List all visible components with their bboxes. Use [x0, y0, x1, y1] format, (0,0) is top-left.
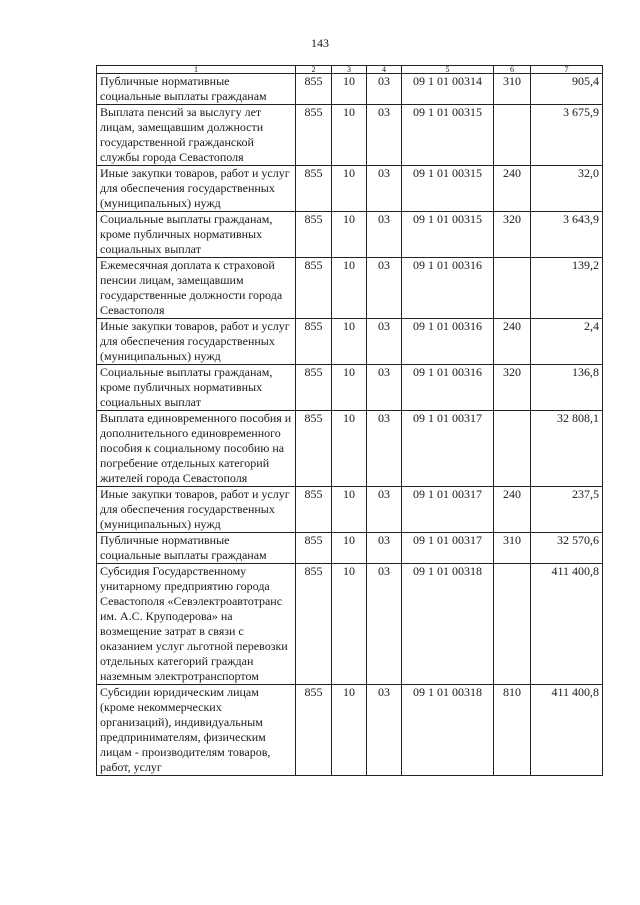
cell-target-article: 09 1 01 00315	[402, 212, 494, 258]
cell-target-article: 09 1 01 00315	[402, 166, 494, 212]
cell-expense-type	[494, 105, 531, 166]
row-name: Выплата единовременного пособия и дополнительного единовременного пособия к социальному пособию на погребение отдельных категорий жителей города Севастополя	[97, 411, 296, 487]
row-name: Ежемесячная доплата к страховой пенсии лицам, замещавшим государственные должности города Севастополя	[97, 258, 296, 319]
table-row	[97, 685, 603, 776]
row-name: Публичные нормативные социальные выплаты гражданам	[97, 533, 296, 564]
cell-amount: 411 400,8	[531, 685, 603, 776]
row-name: Выплата пенсий за выслугу лет лицам, замещавшим должности государственной гражданской службы города Севастополя	[97, 105, 296, 166]
cell-amount: 411 400,8	[531, 564, 603, 685]
cell-target-article: 09 1 01 00315	[402, 105, 494, 166]
cell-section: 10	[332, 411, 367, 487]
budget-table	[96, 65, 603, 776]
table-row	[97, 365, 603, 411]
cell-subsection: 03	[367, 105, 402, 166]
row-name: Субсидия Государственному унитарному предприятию города Севастополя «Севэлектроавтотранс им. А.С. Круподерова» на возмещение затрат в связи с оказанием услуг льготной перевозки отдельных категорий граждан наземным электротранспортом	[97, 564, 296, 685]
cell-grbs: 855	[296, 365, 332, 411]
table-row	[97, 74, 603, 105]
cell-section: 10	[332, 258, 367, 319]
cell-section: 10	[332, 564, 367, 685]
cell-target-article: 09 1 01 00316	[402, 365, 494, 411]
cell-subsection: 03	[367, 564, 402, 685]
cell-expense-type	[494, 564, 531, 685]
column-number: 3	[332, 66, 367, 74]
table-row	[97, 564, 603, 685]
cell-grbs: 855	[296, 105, 332, 166]
table-row	[97, 411, 603, 487]
row-name: Субсидии юридическим лицам (кроме некоммерческих организаций), индивидуальным предпринимателям, физическим лицам - производителям товаров, работ, услуг	[97, 685, 296, 776]
cell-subsection: 03	[367, 212, 402, 258]
table-row	[97, 319, 603, 365]
cell-section: 10	[332, 533, 367, 564]
cell-expense-type: 320	[494, 212, 531, 258]
cell-section: 10	[332, 166, 367, 212]
cell-grbs: 855	[296, 685, 332, 776]
column-number: 1	[97, 66, 296, 74]
column-number-row	[97, 66, 603, 74]
cell-expense-type: 320	[494, 365, 531, 411]
cell-section: 10	[332, 105, 367, 166]
row-name: Публичные нормативные социальные выплаты гражданам	[97, 74, 296, 105]
cell-subsection: 03	[367, 685, 402, 776]
cell-amount: 237,5	[531, 487, 603, 533]
cell-amount: 139,2	[531, 258, 603, 319]
row-name: Иные закупки товаров, работ и услуг для обеспечения государственных (муниципальных) нужд	[97, 487, 296, 533]
page-number: 143	[311, 36, 329, 50]
cell-expense-type: 240	[494, 487, 531, 533]
cell-subsection: 03	[367, 533, 402, 564]
cell-expense-type: 240	[494, 166, 531, 212]
cell-amount: 136,8	[531, 365, 603, 411]
cell-section: 10	[332, 74, 367, 105]
cell-target-article: 09 1 01 00318	[402, 685, 494, 776]
column-number: 2	[296, 66, 332, 74]
cell-target-article: 09 1 01 00316	[402, 258, 494, 319]
cell-amount: 3 643,9	[531, 212, 603, 258]
cell-amount: 32 570,6	[531, 533, 603, 564]
column-number: 7	[531, 66, 603, 74]
cell-grbs: 855	[296, 319, 332, 365]
cell-subsection: 03	[367, 319, 402, 365]
cell-target-article: 09 1 01 00317	[402, 487, 494, 533]
row-name: Социальные выплаты гражданам, кроме публичных нормативных социальных выплат	[97, 365, 296, 411]
row-name: Социальные выплаты гражданам, кроме публичных нормативных социальных выплат	[97, 212, 296, 258]
cell-section: 10	[332, 212, 367, 258]
cell-expense-type	[494, 411, 531, 487]
column-number: 4	[367, 66, 402, 74]
cell-target-article: 09 1 01 00317	[402, 411, 494, 487]
table-row	[97, 487, 603, 533]
cell-amount: 32,0	[531, 166, 603, 212]
cell-amount: 2,4	[531, 319, 603, 365]
cell-amount: 32 808,1	[531, 411, 603, 487]
cell-target-article: 09 1 01 00317	[402, 533, 494, 564]
cell-grbs: 855	[296, 533, 332, 564]
row-name: Иные закупки товаров, работ и услуг для обеспечения государственных (муниципальных) нужд	[97, 319, 296, 365]
cell-grbs: 855	[296, 487, 332, 533]
cell-expense-type	[494, 258, 531, 319]
cell-section: 10	[332, 685, 367, 776]
cell-target-article: 09 1 01 00318	[402, 564, 494, 685]
cell-subsection: 03	[367, 365, 402, 411]
column-number: 5	[402, 66, 494, 74]
table-row	[97, 533, 603, 564]
cell-expense-type: 810	[494, 685, 531, 776]
cell-target-article: 09 1 01 00316	[402, 319, 494, 365]
cell-target-article: 09 1 01 00314	[402, 74, 494, 105]
cell-expense-type: 310	[494, 74, 531, 105]
cell-subsection: 03	[367, 74, 402, 105]
cell-section: 10	[332, 365, 367, 411]
cell-expense-type: 240	[494, 319, 531, 365]
cell-section: 10	[332, 319, 367, 365]
row-name: Иные закупки товаров, работ и услуг для обеспечения государственных (муниципальных) нужд	[97, 166, 296, 212]
cell-grbs: 855	[296, 74, 332, 105]
cell-amount: 905,4	[531, 74, 603, 105]
cell-grbs: 855	[296, 212, 332, 258]
cell-subsection: 03	[367, 411, 402, 487]
cell-grbs: 855	[296, 258, 332, 319]
cell-subsection: 03	[367, 166, 402, 212]
cell-expense-type: 310	[494, 533, 531, 564]
table-row	[97, 166, 603, 212]
cell-grbs: 855	[296, 411, 332, 487]
table-row	[97, 212, 603, 258]
cell-section: 10	[332, 487, 367, 533]
table-row	[97, 105, 603, 166]
cell-grbs: 855	[296, 564, 332, 685]
cell-subsection: 03	[367, 487, 402, 533]
column-number: 6	[494, 66, 531, 74]
cell-amount: 3 675,9	[531, 105, 603, 166]
cell-grbs: 855	[296, 166, 332, 212]
table-row	[97, 258, 603, 319]
cell-subsection: 03	[367, 258, 402, 319]
